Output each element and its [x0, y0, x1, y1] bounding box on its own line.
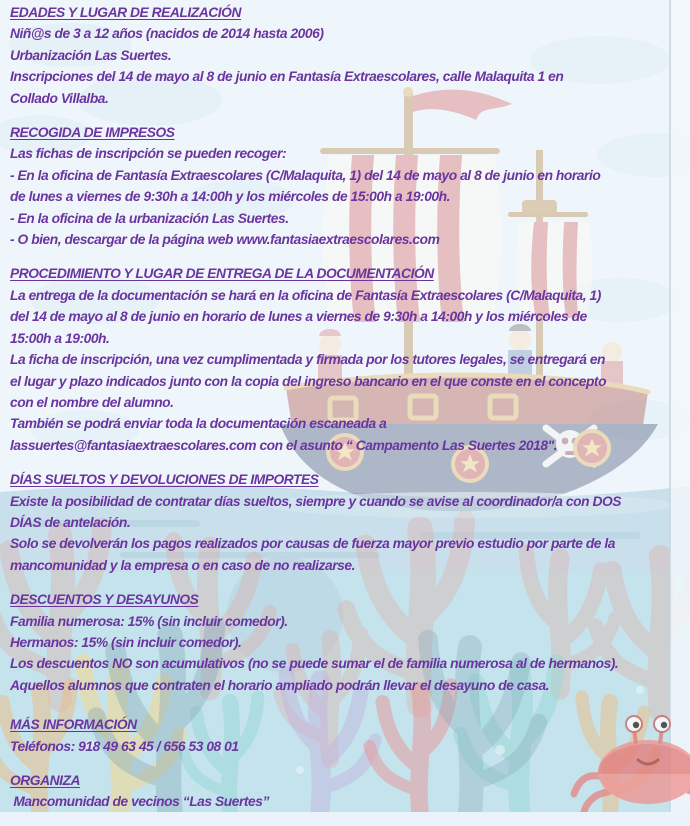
section-lines	[10, 736, 690, 757]
section-title: EDADES Y LUGAR DE REALIZACIÓN	[10, 5, 241, 20]
section-descuentos	[10, 589, 690, 696]
section-lines	[10, 791, 690, 812]
text-line: Niñ@s de 3 a 12 años (nacidos de 2014 hasta 2006)	[10, 26, 324, 42]
section-title: RECOGIDA DE IMPRESOS	[10, 125, 175, 141]
section-title: DÍAS SUELTOS Y DEVOLUCIONES DE IMPORTES	[10, 472, 319, 488]
section-lines	[10, 23, 690, 109]
section-recogida	[10, 122, 690, 250]
text-line: Familia numerosa: 15% (sin incluir comedor).	[10, 613, 288, 629]
text-line: Existe la posibilidad de contratar días sueltos, siempre y cuando se avise al coordinador/a con DOS	[10, 493, 622, 509]
text-line: Collado Villalba.	[10, 90, 109, 106]
section-title: DESCUENTOS Y DESAYUNOS	[10, 592, 199, 608]
section-organiza	[10, 770, 690, 813]
text-line: Solo se devolverán los pagos realizados por causas de fuerza mayor previo estudio por parte de la	[10, 536, 616, 552]
text-line: mancomunidad y la empresa o en caso de no realizarse.	[10, 557, 355, 573]
text-line: Hermanos: 15% (sin incluir comedor).	[10, 634, 242, 650]
section-title: PROCEDIMIENTO Y LUGAR DE ENTREGA DE LA DOCUMENTACIÓN	[10, 266, 434, 282]
section-lines	[10, 611, 690, 697]
text-line: - O bien, descargar de la página web www.fantasiaextraescolares.com	[10, 232, 440, 248]
text-line: el lugar y plazo indicados junto con la copia del ingreso bancario en el que conste en el concepto	[10, 373, 607, 389]
text-line: Mancomunidad de vecinos “Las Suertes”	[10, 794, 269, 810]
text-line: - En la oficina de la urbanización Las Suertes.	[10, 210, 289, 226]
section-procedimiento	[10, 263, 690, 456]
text-line: del 14 de mayo al 8 de junio en horario de lunes a viernes de 9:30h a 14:00h y los miércoles de	[10, 309, 587, 325]
text-line: La ficha de inscripción, una vez cumplimentada y firmada por los tutores legales, se entregará en	[10, 352, 606, 368]
text-line: Las fichas de inscripción se pueden recoger:	[10, 146, 287, 162]
text-line: con el nombre del alumno.	[10, 394, 174, 410]
text-line: lassuertes@fantasiaextraescolares.com con el asunto “ Campamento Las Suertes 2018".	[10, 437, 558, 453]
text-line: 15:00h a 19:00h.	[10, 330, 110, 346]
section-mas-informacion	[10, 714, 690, 757]
text-line: - En la oficina de Fantasía Extraescolares (C/Malaquita, 1) del 14 de mayo al 8 de junio en horario	[10, 167, 601, 183]
section-lines	[10, 491, 690, 577]
section-title: ORGANIZA	[10, 773, 80, 788]
section-dias-sueltos	[10, 469, 690, 576]
text-line: Urbanización Las Suertes.	[10, 47, 172, 63]
section-lines	[10, 285, 690, 456]
text-line: Aquellos alumnos que contraten el horario ampliado podrán llevar el desayuno de casa.	[10, 677, 550, 693]
text-line: Inscripciones del 14 de mayo al 8 de junio en Fantasía Extraescolares, calle Malaquita 1 en	[10, 69, 564, 85]
section-title: MÁS INFORMACIÓN	[10, 717, 137, 733]
text-line: También se podrá enviar toda la documentación escaneada a	[10, 416, 387, 432]
text-line: Los descuentos NO son acumulativos (no se puede sumar el de familia numerosa al de hermanos).	[10, 656, 619, 672]
document-content	[10, 2, 690, 826]
text-line: Teléfonos: 918 49 63 45 / 656 53 08 01	[10, 738, 239, 754]
section-lines	[10, 143, 690, 250]
text-line: La entrega de la documentación se hará en la oficina de Fantasía Extraescolares (C/Malaquita, 1)	[10, 287, 601, 303]
text-line: de lunes a viernes de 9:30h a 14:00h y los miércoles de 15:00h a 19:00h.	[10, 189, 450, 205]
section-edades	[10, 2, 690, 109]
text-line: DÍAS de antelación.	[10, 514, 131, 530]
